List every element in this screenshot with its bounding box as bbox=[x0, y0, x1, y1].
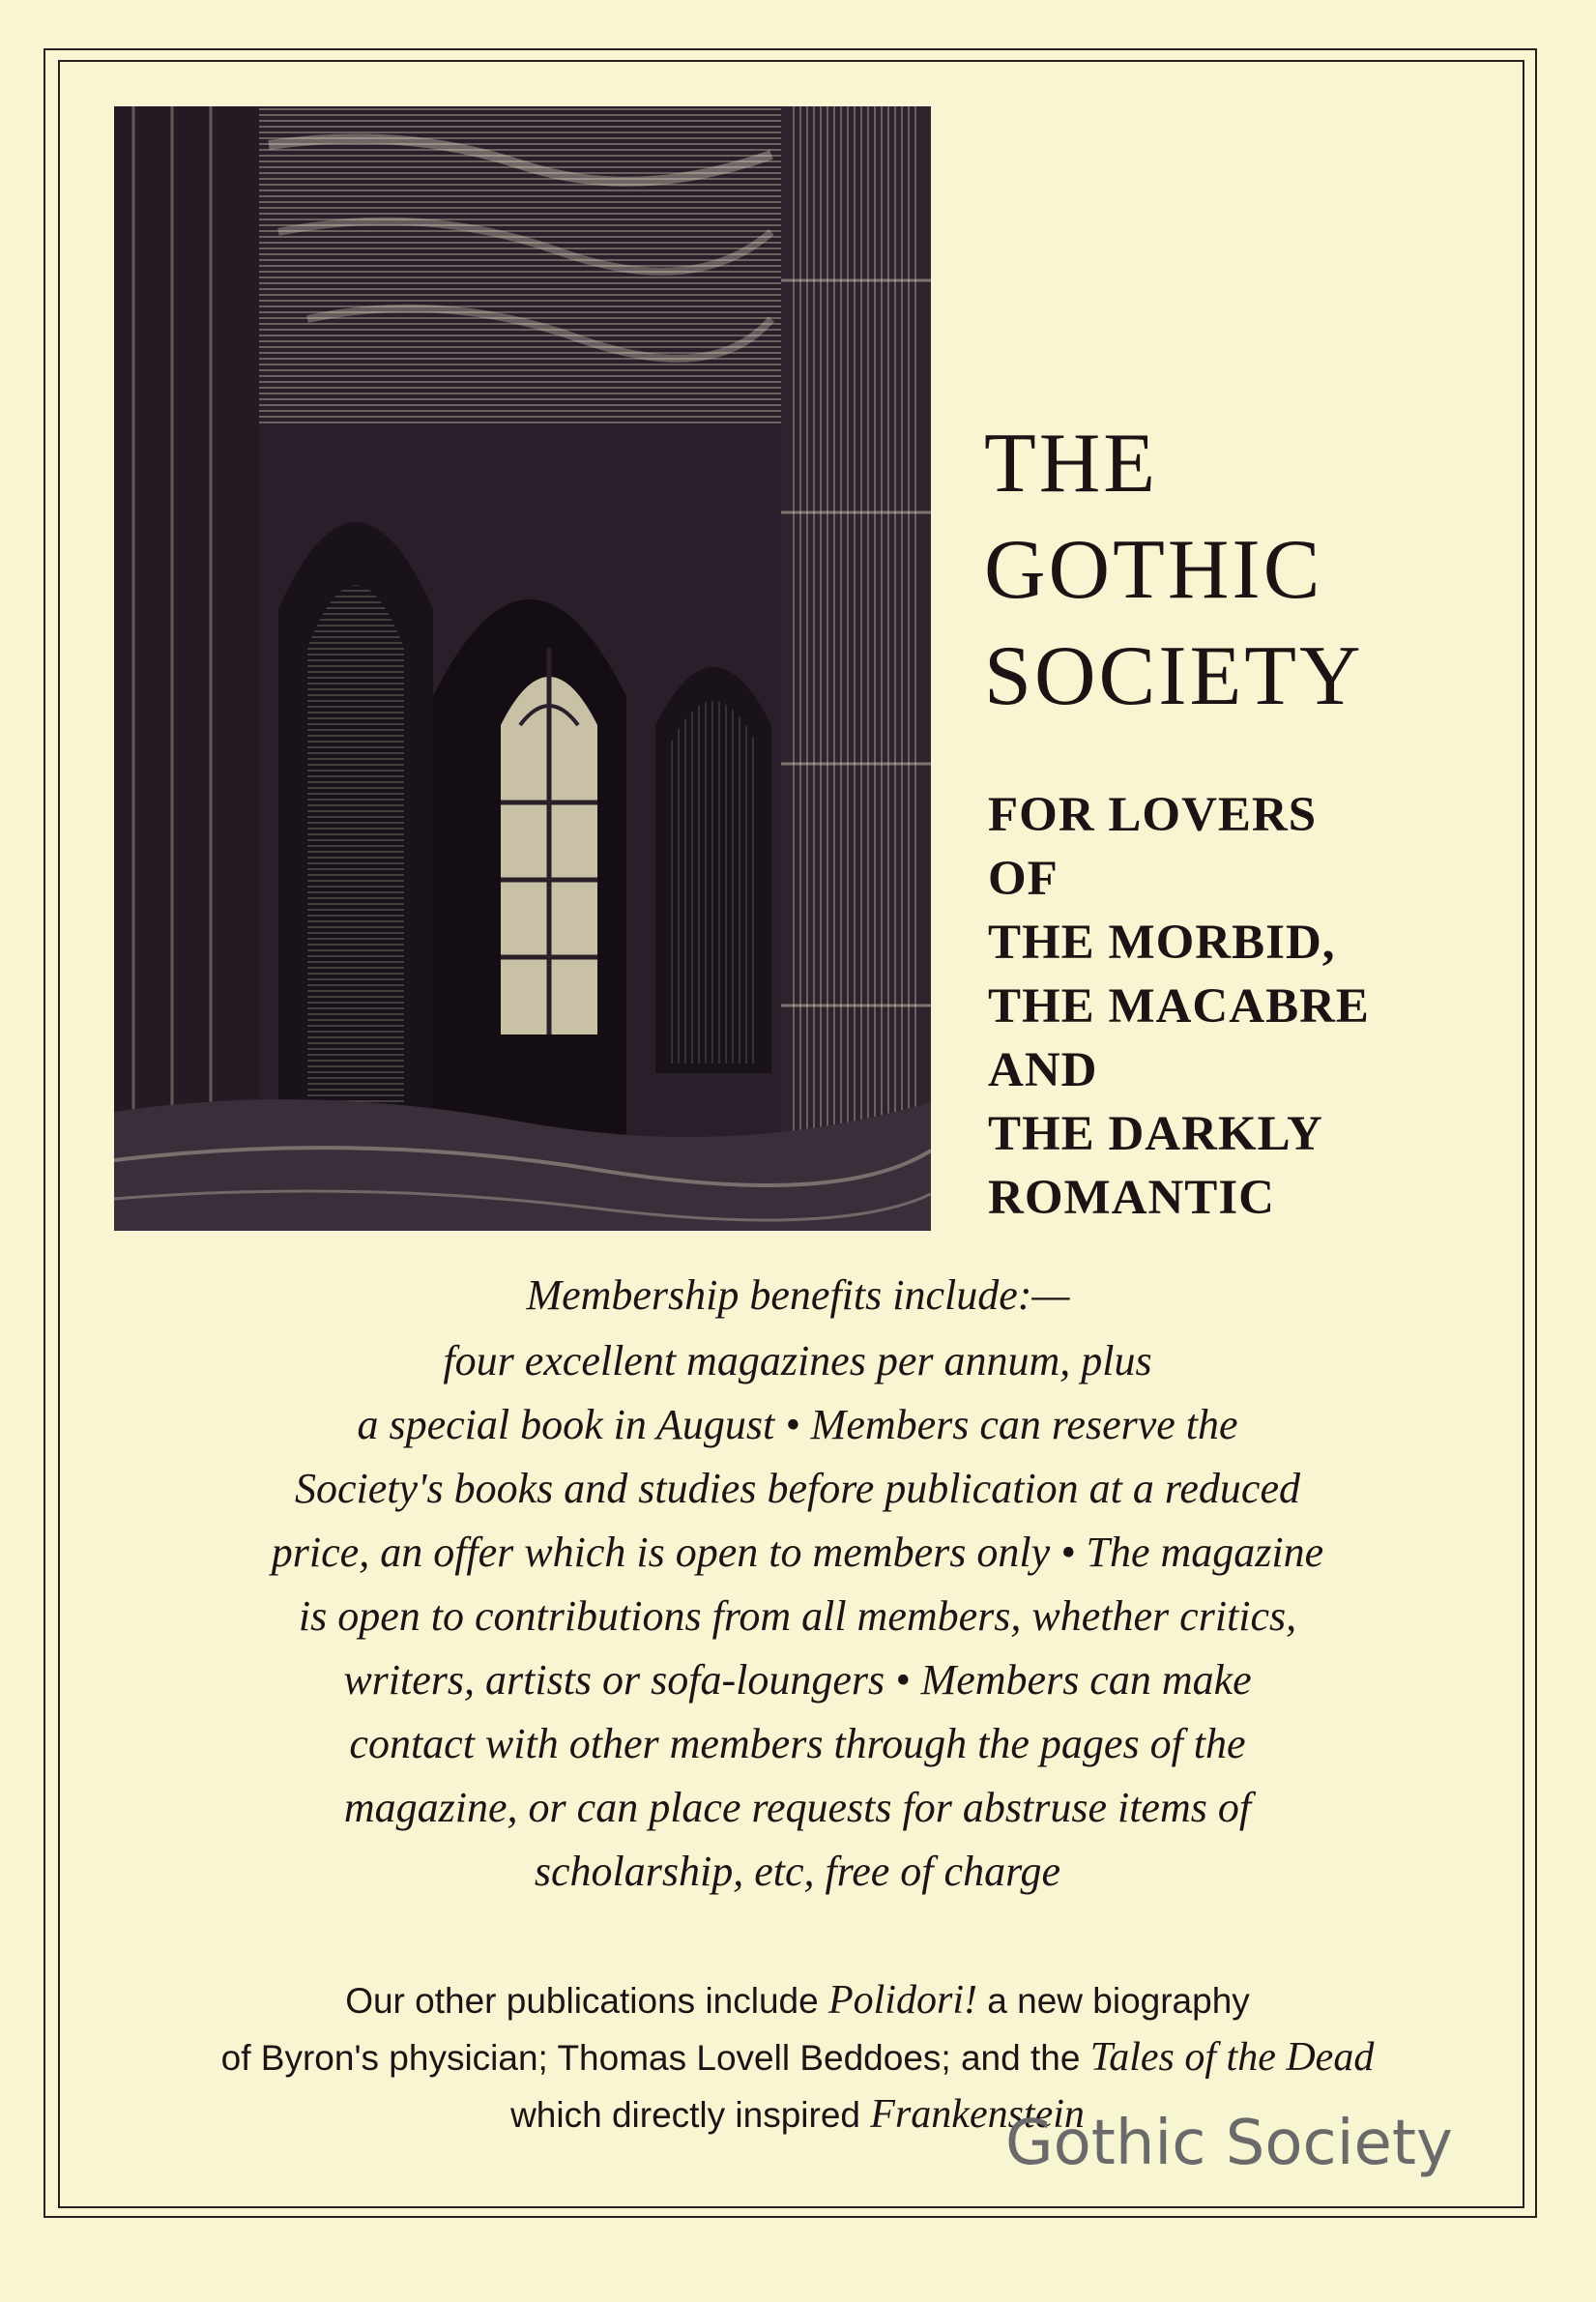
tagline-line-1: FOR LOVERS bbox=[988, 788, 1318, 842]
publications-line-1 bbox=[97, 1972, 1498, 2029]
benefits-line: four excellent magazines per annum, plus bbox=[443, 1337, 1152, 1384]
society-tagline bbox=[988, 783, 1510, 1230]
publication-title-frankenstein: Frankenstein bbox=[870, 2092, 1085, 2137]
benefits-line: Society's books and studies before publication at a reduced bbox=[295, 1465, 1300, 1512]
benefits-line: contact with other members through the pages of the bbox=[349, 1720, 1246, 1767]
benefits-heading: Membership benefits include:— bbox=[526, 1271, 1070, 1319]
publications-line-2 bbox=[97, 2029, 1498, 2086]
tagline-line-7: ROMANTIC bbox=[988, 1171, 1275, 1225]
tagline-line-5: AND bbox=[988, 1043, 1098, 1097]
gothic-ruin-engraving bbox=[114, 106, 931, 1231]
benefits-text bbox=[106, 1329, 1489, 1904]
tagline-line-4: THE MACABRE bbox=[988, 979, 1370, 1034]
publications-text: Our other publications include bbox=[345, 1981, 828, 2021]
publication-title-tales: Tales of the Dead bbox=[1089, 2035, 1375, 2080]
society-title bbox=[984, 411, 1506, 730]
publication-title-polidori: Polidori! bbox=[827, 1978, 977, 2023]
publications-text: which directly inspired bbox=[510, 2095, 871, 2135]
benefits-line: writers, artists or sofa-loungers • Members can make bbox=[343, 1656, 1252, 1704]
publications-text: of Byron's physician; Thomas Lovell Beddoes; and the bbox=[220, 2038, 1090, 2078]
title-line-2: GOTHIC bbox=[984, 523, 1323, 617]
watermark-text: Gothic Society bbox=[1005, 2108, 1453, 2179]
title-line-1: THE bbox=[984, 417, 1159, 510]
tagline-line-3: THE MORBID, bbox=[988, 916, 1336, 970]
tagline-line-2: OF bbox=[988, 852, 1059, 906]
title-line-3: SOCIETY bbox=[984, 629, 1364, 723]
benefits-line: scholarship, etc, free of charge bbox=[534, 1848, 1061, 1895]
benefits-line: is open to contributions from all members, whether critics, bbox=[298, 1592, 1297, 1640]
benefits-line: a special book in August • Members can reserve the bbox=[357, 1401, 1238, 1448]
benefits-line: price, an offer which is open to members only • The magazine bbox=[271, 1529, 1324, 1576]
benefits-line: magazine, or can place requests for abstruse items of bbox=[343, 1784, 1252, 1831]
tagline-line-6: THE DARKLY bbox=[988, 1107, 1323, 1161]
publications-text: a new biography bbox=[976, 1981, 1250, 2021]
